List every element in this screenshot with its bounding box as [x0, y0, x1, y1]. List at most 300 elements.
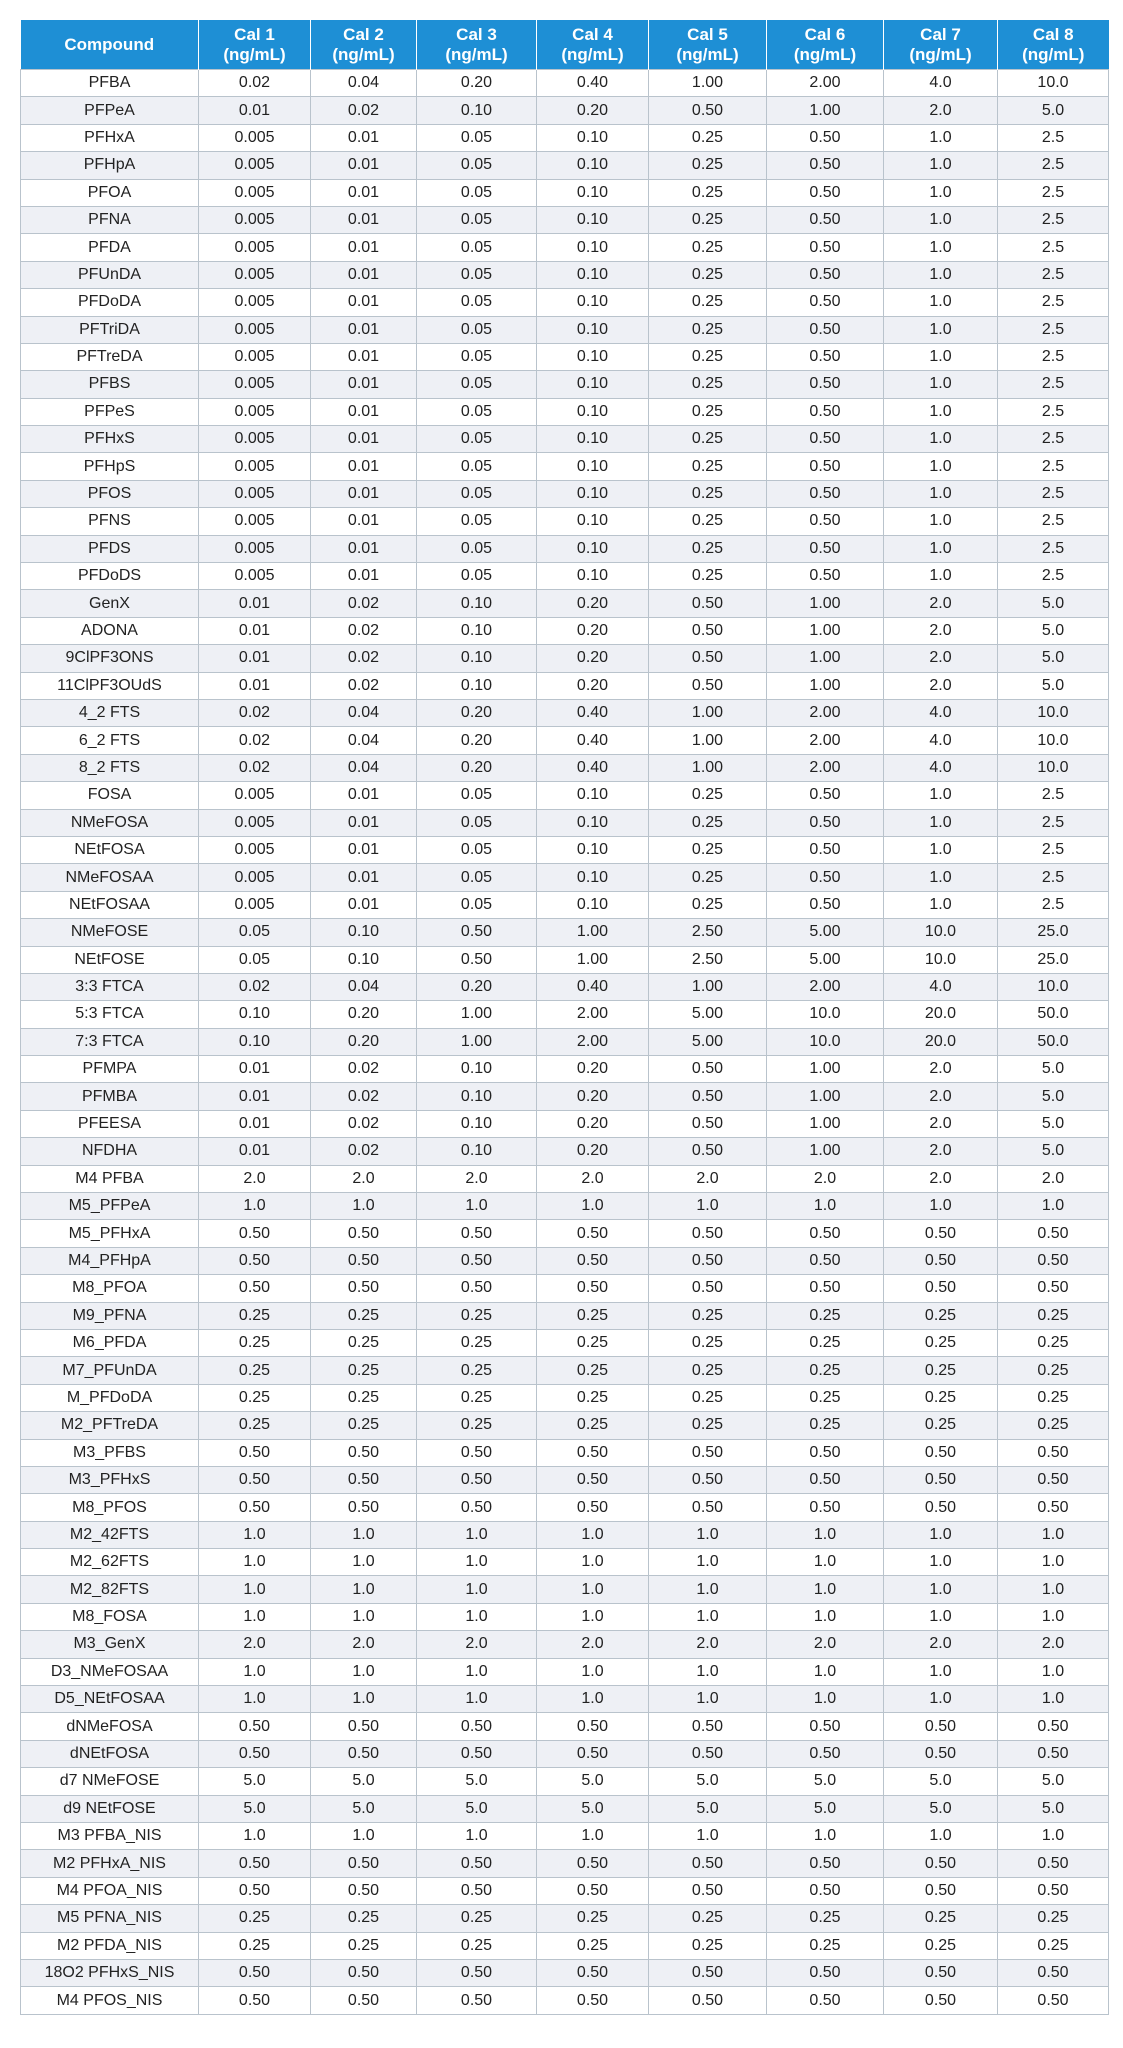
cell-cal-6: 0.50 [767, 371, 884, 398]
cell-cal-8: 5.0 [998, 1083, 1109, 1110]
cell-cal-2: 0.25 [311, 1357, 417, 1384]
cell-cal-6: 0.50 [767, 1740, 884, 1767]
cell-cal-7: 4.0 [884, 727, 998, 754]
cell-cal-5: 1.00 [649, 727, 767, 754]
cell-compound: 9ClPF3ONS [21, 645, 199, 672]
cell-cal-6: 1.0 [767, 1658, 884, 1685]
cell-compound: NMeFOSAA [21, 864, 199, 891]
cell-cal-7: 0.25 [884, 1357, 998, 1384]
table-row [21, 508, 1109, 535]
cell-cal-1: 0.005 [199, 480, 311, 507]
cell-cal-8: 0.50 [998, 1850, 1109, 1877]
cell-cal-8: 2.5 [998, 836, 1109, 863]
cell-cal-2: 0.02 [311, 645, 417, 672]
calibration-table-container [20, 20, 1108, 2015]
table-row [21, 1795, 1109, 1822]
cell-cal-8: 0.50 [998, 1439, 1109, 1466]
cell-cal-1: 1.0 [199, 1658, 311, 1685]
cell-cal-8: 0.50 [998, 1275, 1109, 1302]
cell-cal-7: 2.0 [884, 1056, 998, 1083]
table-row [21, 343, 1109, 370]
cell-cal-8: 0.50 [998, 1959, 1109, 1986]
table-body [21, 70, 1109, 2015]
cell-cal-4: 0.10 [537, 234, 649, 261]
cell-cal-6: 0.50 [767, 1220, 884, 1247]
cell-cal-3: 0.10 [417, 1138, 537, 1165]
cell-cal-5: 0.25 [649, 480, 767, 507]
cell-cal-7: 1.0 [884, 426, 998, 453]
cell-cal-3: 2.0 [417, 1631, 537, 1658]
cell-cal-5: 1.0 [649, 1603, 767, 1630]
cell-cal-4: 1.0 [537, 1521, 649, 1548]
cell-cal-7: 1.0 [884, 179, 998, 206]
cell-cal-5: 0.50 [649, 672, 767, 699]
cell-cal-7: 0.50 [884, 1275, 998, 1302]
table-row [21, 97, 1109, 124]
table-row [21, 645, 1109, 672]
cell-cal-4: 0.10 [537, 179, 649, 206]
cell-cal-3: 0.50 [417, 1987, 537, 2014]
cell-cal-3: 0.20 [417, 699, 537, 726]
table-row [21, 1877, 1109, 1904]
cell-cal-5: 0.25 [649, 343, 767, 370]
cell-cal-1: 0.02 [199, 699, 311, 726]
cell-cal-5: 0.50 [649, 1850, 767, 1877]
cell-cal-1: 0.50 [199, 1439, 311, 1466]
table-row [21, 1412, 1109, 1439]
cell-cal-7: 1.0 [884, 371, 998, 398]
cell-cal-4: 5.0 [537, 1795, 649, 1822]
cell-compound: PFOS [21, 480, 199, 507]
cell-cal-2: 0.04 [311, 70, 417, 97]
cell-compound: PFNA [21, 206, 199, 233]
cell-cal-3: 1.0 [417, 1193, 537, 1220]
cell-cal-1: 0.005 [199, 864, 311, 891]
cell-cal-6: 0.25 [767, 1302, 884, 1329]
table-row [21, 1384, 1109, 1411]
cell-cal-2: 1.0 [311, 1193, 417, 1220]
cell-cal-1: 0.25 [199, 1302, 311, 1329]
cell-cal-2: 0.01 [311, 891, 417, 918]
cell-compound: PFDA [21, 234, 199, 261]
cell-cal-2: 0.01 [311, 206, 417, 233]
cell-cal-6: 0.25 [767, 1932, 884, 1959]
cell-cal-6: 0.50 [767, 316, 884, 343]
cell-cal-4: 0.40 [537, 70, 649, 97]
cell-cal-6: 0.50 [767, 1959, 884, 1986]
cell-cal-2: 0.02 [311, 617, 417, 644]
cell-cal-2: 0.01 [311, 508, 417, 535]
cell-cal-4: 0.50 [537, 1466, 649, 1493]
table-row [21, 535, 1109, 562]
cell-cal-4: 1.0 [537, 1549, 649, 1576]
cell-cal-8: 1.0 [998, 1658, 1109, 1685]
cell-cal-1: 5.0 [199, 1768, 311, 1795]
cell-cal-5: 0.25 [649, 426, 767, 453]
cell-cal-8: 0.25 [998, 1932, 1109, 1959]
cell-cal-2: 0.25 [311, 1302, 417, 1329]
cell-cal-3: 0.05 [417, 261, 537, 288]
cell-cal-2: 5.0 [311, 1768, 417, 1795]
cell-cal-2: 0.04 [311, 754, 417, 781]
table-row [21, 1110, 1109, 1137]
cell-cal-4: 2.00 [537, 1001, 649, 1028]
cell-cal-1: 0.50 [199, 1247, 311, 1274]
cell-cal-7: 0.50 [884, 1247, 998, 1274]
cell-cal-5: 0.50 [649, 645, 767, 672]
table-row [21, 1193, 1109, 1220]
table-row [21, 1713, 1109, 1740]
table-row [21, 70, 1109, 97]
table-row [21, 1494, 1109, 1521]
cell-cal-4: 0.10 [537, 371, 649, 398]
cell-cal-5: 0.50 [649, 1056, 767, 1083]
cell-cal-2: 0.02 [311, 1083, 417, 1110]
cell-cal-8: 2.5 [998, 563, 1109, 590]
cell-cal-3: 0.25 [417, 1329, 537, 1356]
cell-cal-7: 2.0 [884, 1083, 998, 1110]
table-row [21, 1247, 1109, 1274]
cell-compound: M4_PFHpA [21, 1247, 199, 1274]
table-row [21, 1850, 1109, 1877]
cell-cal-7: 2.0 [884, 97, 998, 124]
cell-cal-3: 0.25 [417, 1384, 537, 1411]
cell-compound: 7:3 FTCA [21, 1028, 199, 1055]
cell-compound: PFDS [21, 535, 199, 562]
cell-cal-6: 0.50 [767, 234, 884, 261]
table-row [21, 782, 1109, 809]
cell-compound: M5 PFNA_NIS [21, 1905, 199, 1932]
cell-cal-4: 2.0 [537, 1631, 649, 1658]
cell-compound: ADONA [21, 617, 199, 644]
cell-cal-1: 0.005 [199, 206, 311, 233]
cell-cal-7: 1.0 [884, 1576, 998, 1603]
cell-cal-7: 0.25 [884, 1905, 998, 1932]
cell-cal-2: 0.01 [311, 152, 417, 179]
cell-cal-4: 0.25 [537, 1932, 649, 1959]
cell-cal-3: 0.05 [417, 809, 537, 836]
cell-cal-4: 0.25 [537, 1384, 649, 1411]
cell-cal-3: 0.10 [417, 1056, 537, 1083]
cell-cal-7: 0.50 [884, 1466, 998, 1493]
cell-cal-5: 0.50 [649, 617, 767, 644]
table-row [21, 1631, 1109, 1658]
cell-cal-5: 0.50 [649, 1713, 767, 1740]
cell-cal-4: 0.25 [537, 1357, 649, 1384]
table-row [21, 727, 1109, 754]
cell-cal-6: 0.50 [767, 891, 884, 918]
cell-cal-1: 1.0 [199, 1686, 311, 1713]
cell-cal-6: 1.00 [767, 1056, 884, 1083]
table-row [21, 1138, 1109, 1165]
cell-cal-6: 2.0 [767, 1165, 884, 1192]
cell-cal-7: 4.0 [884, 70, 998, 97]
cell-cal-2: 0.50 [311, 1466, 417, 1493]
table-row [21, 206, 1109, 233]
cell-cal-2: 1.0 [311, 1521, 417, 1548]
cell-cal-8: 5.0 [998, 1056, 1109, 1083]
cell-cal-5: 0.50 [649, 1220, 767, 1247]
cell-cal-5: 0.50 [649, 1083, 767, 1110]
cell-cal-7: 5.0 [884, 1768, 998, 1795]
cell-cal-7: 1.0 [884, 563, 998, 590]
cell-compound: M5_PFPeA [21, 1193, 199, 1220]
cell-cal-7: 5.0 [884, 1795, 998, 1822]
cell-cal-7: 0.50 [884, 1877, 998, 1904]
cell-compound: 5:3 FTCA [21, 1001, 199, 1028]
cell-cal-4: 0.10 [537, 398, 649, 425]
table-row [21, 1466, 1109, 1493]
cell-cal-6: 2.00 [767, 70, 884, 97]
cell-cal-6: 1.0 [767, 1823, 884, 1850]
cell-cal-4: 1.0 [537, 1658, 649, 1685]
cell-cal-7: 1.0 [884, 1658, 998, 1685]
cell-cal-1: 0.50 [199, 1466, 311, 1493]
cell-cal-6: 0.50 [767, 124, 884, 151]
cell-cal-4: 0.20 [537, 590, 649, 617]
cell-cal-8: 2.5 [998, 371, 1109, 398]
cell-cal-5: 0.25 [649, 836, 767, 863]
cell-cal-1: 0.01 [199, 97, 311, 124]
cell-compound: 8_2 FTS [21, 754, 199, 781]
cell-cal-2: 2.0 [311, 1631, 417, 1658]
cell-cal-5: 2.50 [649, 946, 767, 973]
cell-cal-8: 2.5 [998, 261, 1109, 288]
cell-compound: M9_PFNA [21, 1302, 199, 1329]
cell-cal-8: 5.0 [998, 617, 1109, 644]
cell-cal-8: 5.0 [998, 672, 1109, 699]
cell-cal-1: 0.005 [199, 836, 311, 863]
cell-cal-4: 1.0 [537, 1686, 649, 1713]
cell-cal-6: 2.00 [767, 699, 884, 726]
header-cal-3 [417, 20, 537, 70]
cell-cal-4: 0.50 [537, 1987, 649, 2014]
table-row [21, 836, 1109, 863]
cell-compound: M8_PFOS [21, 1494, 199, 1521]
cell-cal-4: 0.10 [537, 563, 649, 590]
cell-cal-4: 0.25 [537, 1302, 649, 1329]
cell-cal-5: 5.0 [649, 1768, 767, 1795]
cell-compound: M2 PFDA_NIS [21, 1932, 199, 1959]
table-row [21, 1028, 1109, 1055]
cell-cal-8: 10.0 [998, 699, 1109, 726]
cell-cal-4: 0.20 [537, 97, 649, 124]
cell-cal-2: 1.0 [311, 1549, 417, 1576]
cell-cal-8: 0.25 [998, 1329, 1109, 1356]
table-row [21, 398, 1109, 425]
table-row [21, 1959, 1109, 1986]
cell-cal-2: 0.01 [311, 782, 417, 809]
cell-cal-6: 0.50 [767, 1713, 884, 1740]
cell-cal-6: 1.00 [767, 1083, 884, 1110]
header-line2: (ng/mL) [676, 44, 739, 64]
cell-cal-7: 1.0 [884, 343, 998, 370]
table-row [21, 1001, 1109, 1028]
header-line1: Cal 5 [687, 24, 728, 44]
cell-cal-7: 2.0 [884, 672, 998, 699]
cell-cal-4: 0.10 [537, 809, 649, 836]
cell-cal-4: 0.10 [537, 343, 649, 370]
cell-cal-7: 1.0 [884, 1603, 998, 1630]
cell-cal-7: 0.50 [884, 1494, 998, 1521]
cell-cal-7: 1.0 [884, 508, 998, 535]
cell-cal-6: 0.25 [767, 1905, 884, 1932]
cell-cal-5: 0.50 [649, 1494, 767, 1521]
cell-cal-7: 1.0 [884, 1193, 998, 1220]
cell-cal-6: 0.50 [767, 1877, 884, 1904]
cell-cal-4: 0.20 [537, 1110, 649, 1137]
cell-compound: NFDHA [21, 1138, 199, 1165]
cell-cal-5: 0.50 [649, 1439, 767, 1466]
table-row [21, 289, 1109, 316]
cell-compound: M6_PFDA [21, 1329, 199, 1356]
cell-cal-1: 1.0 [199, 1823, 311, 1850]
cell-compound: dNMeFOSA [21, 1713, 199, 1740]
cell-cal-7: 1.0 [884, 453, 998, 480]
cell-cal-2: 0.01 [311, 261, 417, 288]
cell-cal-1: 0.005 [199, 371, 311, 398]
cell-cal-4: 0.40 [537, 754, 649, 781]
cell-cal-3: 1.0 [417, 1658, 537, 1685]
cell-cal-5: 0.25 [649, 891, 767, 918]
cell-cal-8: 2.5 [998, 508, 1109, 535]
cell-cal-5: 0.50 [649, 1247, 767, 1274]
header-line2: (ng/mL) [223, 44, 286, 64]
cell-cal-5: 0.25 [649, 206, 767, 233]
cell-compound: PFTreDA [21, 343, 199, 370]
cell-cal-2: 0.50 [311, 1439, 417, 1466]
cell-cal-3: 0.05 [417, 508, 537, 535]
table-row [21, 1220, 1109, 1247]
table-row [21, 261, 1109, 288]
cell-cal-6: 1.00 [767, 1138, 884, 1165]
cell-cal-4: 0.20 [537, 672, 649, 699]
cell-cal-8: 2.5 [998, 206, 1109, 233]
cell-cal-5: 1.0 [649, 1576, 767, 1603]
cell-cal-7: 20.0 [884, 1028, 998, 1055]
cell-cal-7: 0.25 [884, 1302, 998, 1329]
cell-cal-8: 2.5 [998, 426, 1109, 453]
cell-cal-2: 0.02 [311, 1110, 417, 1137]
cell-cal-3: 0.50 [417, 1713, 537, 1740]
cell-cal-4: 0.25 [537, 1329, 649, 1356]
cell-cal-6: 1.0 [767, 1686, 884, 1713]
cell-cal-2: 0.25 [311, 1329, 417, 1356]
cell-cal-2: 0.50 [311, 1275, 417, 1302]
cell-cal-3: 0.50 [417, 1247, 537, 1274]
cell-cal-1: 0.01 [199, 590, 311, 617]
cell-cal-6: 1.00 [767, 672, 884, 699]
cell-cal-1: 0.005 [199, 343, 311, 370]
cell-compound: PFMBA [21, 1083, 199, 1110]
cell-cal-1: 5.0 [199, 1795, 311, 1822]
cell-cal-7: 1.0 [884, 261, 998, 288]
cell-cal-1: 0.005 [199, 289, 311, 316]
table-row [21, 1275, 1109, 1302]
cell-cal-2: 0.25 [311, 1932, 417, 1959]
table-row [21, 179, 1109, 206]
cell-cal-5: 0.50 [649, 1110, 767, 1137]
cell-cal-5: 0.25 [649, 809, 767, 836]
cell-cal-1: 0.005 [199, 398, 311, 425]
table-row [21, 1083, 1109, 1110]
cell-cal-4: 0.40 [537, 973, 649, 1000]
cell-compound: M_PFDoDA [21, 1384, 199, 1411]
cell-cal-6: 1.0 [767, 1521, 884, 1548]
cell-cal-2: 0.50 [311, 1247, 417, 1274]
header-cal-7 [884, 20, 998, 70]
header-cal-5 [649, 20, 767, 70]
cell-cal-2: 0.02 [311, 97, 417, 124]
cell-cal-1: 0.02 [199, 727, 311, 754]
cell-cal-6: 0.50 [767, 152, 884, 179]
cell-cal-6: 0.50 [767, 480, 884, 507]
cell-cal-4: 2.0 [537, 1165, 649, 1192]
cell-cal-6: 0.50 [767, 1275, 884, 1302]
cell-cal-5: 0.25 [649, 1357, 767, 1384]
cell-compound: M4 PFOA_NIS [21, 1877, 199, 1904]
cell-cal-6: 10.0 [767, 1001, 884, 1028]
cell-cal-4: 1.0 [537, 1193, 649, 1220]
cell-compound: M4 PFOS_NIS [21, 1987, 199, 2014]
cell-cal-3: 0.50 [417, 919, 537, 946]
cell-cal-3: 0.05 [417, 152, 537, 179]
cell-compound: PFPeS [21, 398, 199, 425]
cell-cal-1: 1.0 [199, 1521, 311, 1548]
cell-cal-4: 1.00 [537, 919, 649, 946]
cell-cal-8: 1.0 [998, 1823, 1109, 1850]
cell-cal-3: 0.50 [417, 1439, 537, 1466]
cell-cal-3: 5.0 [417, 1768, 537, 1795]
cell-cal-4: 0.10 [537, 864, 649, 891]
header-line1: Cal 3 [456, 24, 497, 44]
cell-cal-4: 0.40 [537, 699, 649, 726]
cell-cal-4: 0.50 [537, 1959, 649, 1986]
cell-cal-3: 0.50 [417, 1850, 537, 1877]
cell-compound: M2_42FTS [21, 1521, 199, 1548]
cell-cal-5: 0.25 [649, 1932, 767, 1959]
cell-compound: PFHpA [21, 152, 199, 179]
cell-cal-8: 0.50 [998, 1713, 1109, 1740]
cell-cal-5: 0.25 [649, 1302, 767, 1329]
cell-cal-4: 0.10 [537, 261, 649, 288]
cell-compound: dNEtFOSA [21, 1740, 199, 1767]
cell-cal-1: 0.01 [199, 1110, 311, 1137]
header-row [21, 20, 1109, 70]
cell-cal-2: 0.50 [311, 1713, 417, 1740]
cell-cal-8: 10.0 [998, 754, 1109, 781]
cell-compound: 18O2 PFHxS_NIS [21, 1959, 199, 1986]
cell-cal-5: 1.0 [649, 1823, 767, 1850]
cell-cal-7: 1.0 [884, 891, 998, 918]
cell-compound: D5_NEtFOSAA [21, 1686, 199, 1713]
cell-cal-2: 0.25 [311, 1412, 417, 1439]
cell-cal-3: 0.20 [417, 754, 537, 781]
cell-cal-7: 0.50 [884, 1220, 998, 1247]
cell-cal-3: 0.50 [417, 1740, 537, 1767]
cell-cal-1: 0.01 [199, 672, 311, 699]
cell-cal-6: 5.00 [767, 946, 884, 973]
cell-cal-6: 0.50 [767, 1439, 884, 1466]
cell-cal-1: 0.01 [199, 645, 311, 672]
cell-cal-4: 0.20 [537, 645, 649, 672]
cell-cal-3: 0.10 [417, 645, 537, 672]
cell-cal-1: 0.01 [199, 617, 311, 644]
cell-cal-6: 5.0 [767, 1768, 884, 1795]
cell-cal-2: 0.01 [311, 289, 417, 316]
cell-cal-4: 0.10 [537, 124, 649, 151]
cell-cal-4: 0.50 [537, 1439, 649, 1466]
